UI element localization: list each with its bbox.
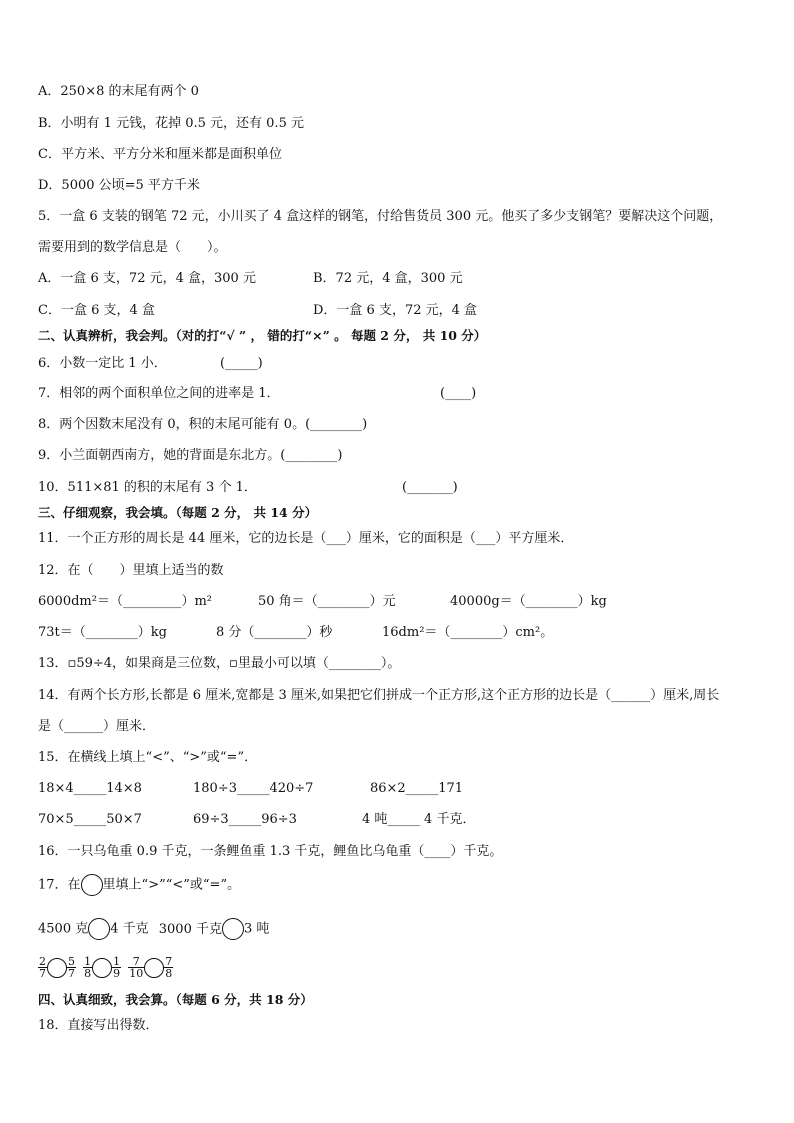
q12-e: 8 分（________）秒	[216, 625, 333, 640]
q11: 11．一个正方形的周长是 44 厘米，它的边长是（___）厘米，它的面积是（___）平方厘米．	[38, 531, 574, 546]
q15-c: 86×2_____171	[370, 781, 464, 796]
q6: 6．小数一定比 1 小．	[38, 356, 167, 371]
fraction: $\frac{1}{9}$	[113, 955, 121, 980]
fraction: $\frac{7}{10}$	[129, 955, 144, 980]
q14-line2: 是（______）厘米．	[38, 719, 156, 734]
q5-option-b: B．72 元，4 盒，300 元	[313, 271, 463, 286]
q15: 15．在横线上填上“<”、“>”或“=”．	[38, 750, 258, 765]
q15-a: 18×4_____14×8	[38, 781, 142, 796]
q4-option-a: A．250×8 的末尾有两个 0	[38, 84, 199, 99]
fraction: $\frac{2}{7}$	[39, 955, 46, 980]
q6-blank: (_____)	[220, 356, 263, 371]
q17-post: 里填上“>”“<”或“=”。	[102, 877, 241, 893]
q17	[38, 874, 240, 896]
q17-row-a	[38, 918, 269, 940]
q7-blank: (____)	[440, 386, 477, 401]
q12: 12．在（ ）里填上适当的数	[38, 563, 224, 578]
q15-b: 180÷3_____420÷7	[193, 781, 314, 796]
q15-d: 70×5_____50×7	[38, 812, 142, 827]
q5-line2: 需要用到的数学信息是（ ）。	[38, 240, 227, 255]
q13: 13．▫59÷4，如果商是三位数，▫里最小可以填（________）。	[38, 656, 401, 671]
q15-f: 4 吨_____ 4 千克．	[362, 812, 476, 827]
compare-circle	[81, 874, 103, 896]
q12-c: 40000g＝（________）kg	[450, 594, 607, 609]
q10-blank: (_______)	[402, 480, 458, 495]
q5-line1: 5．一盒 6 支装的钢笔 72 元，小川买了 4 盒这样的钢笔，付给售货员 300 元。他买了多少支钢笔？要解决这个问题，	[38, 209, 723, 224]
fraction: $\frac{5}{7}$	[68, 955, 75, 980]
fraction: $\frac{7}{8}$	[165, 955, 173, 980]
q4-option-c: C．平方米、平方分米和厘米都是面积单位	[38, 147, 282, 162]
q7: 7．相邻的两个面积单位之间的进率是 1．	[38, 386, 280, 401]
q17-a1: 4500 克	[38, 921, 89, 937]
q14-line1: 14．有两个长方形,长都是 6 厘米,宽都是 3 厘米,如果把它们拼成一个正方形,这个正方形的边长是（______）厘米,周长	[38, 688, 720, 703]
q12-b: 50 角＝（________）元	[258, 594, 396, 609]
section2-title: 二、认真辨析，我会判。（对的打“√ ” ， 错的打“×” 。 每题 2 分， 共 10 分）	[38, 328, 487, 343]
q17-b1: 3000 千克	[158, 921, 222, 937]
q17-b2: 3 吨	[243, 921, 270, 937]
q12-d: 73t＝（________）kg	[38, 625, 167, 640]
q17-pre: 17．在	[38, 877, 81, 893]
q5-option-a: A．一盒 6 支，72 元，4 盒，300 元	[38, 271, 256, 286]
q4-option-b: B．小明有 1 元钱，花掉 0.5 元，还有 0.5 元	[38, 116, 304, 131]
q15-e: 69÷3_____96÷3	[193, 812, 297, 827]
q8: 8．两个因数末尾没有 0，积的末尾可能有 0。(________)	[38, 417, 368, 432]
q10: 10．511×81 的积的末尾有 3 个 1．	[38, 480, 257, 495]
compare-circle[interactable]	[88, 918, 110, 940]
q12-f: 16dm²＝（________）cm²。	[382, 625, 554, 640]
q4-option-d: D．5000 公顷=5 平方千米	[38, 178, 200, 193]
q9: 9．小兰面朝西南方，她的背面是东北方。(________)	[38, 448, 343, 463]
q12-a: 6000dm²＝（_________）m²	[38, 594, 212, 609]
q16: 16．一只乌龟重 0.9 千克，一条鲤鱼重 1.3 千克，鲤鱼比乌龟重（____）千克。	[38, 844, 503, 859]
q18: 18．直接写出得数．	[38, 1018, 159, 1033]
q17-a2: 4 千克	[110, 921, 149, 937]
section3-title: 三、仔细观察，我会填。（每题 2 分， 共 14 分）	[38, 505, 318, 520]
compare-circle[interactable]	[47, 958, 67, 978]
q5-option-d: D．一盒 6 支，72 元，4 盒	[313, 303, 478, 318]
compare-circle[interactable]	[92, 958, 112, 978]
section4-title: 四、认真细致，我会算。（每题 6 分，共 18 分）	[38, 992, 313, 1007]
fraction: $\frac{1}{8}$	[84, 955, 92, 980]
q5-option-c: C．一盒 6 支，4 盒	[38, 303, 155, 318]
compare-circle[interactable]	[222, 918, 244, 940]
compare-circle[interactable]	[144, 958, 164, 978]
q17-fraction-row	[38, 954, 173, 982]
